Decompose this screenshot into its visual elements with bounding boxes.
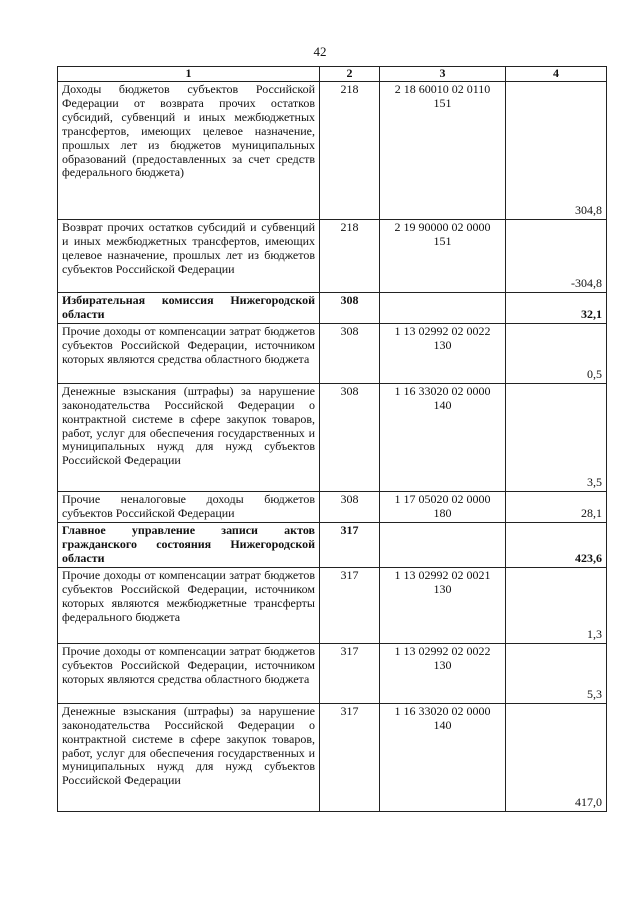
row-budget-code: 1 13 02992 02 0022 130 xyxy=(380,643,506,703)
table-row xyxy=(58,323,607,383)
table-row xyxy=(58,220,607,293)
row-admin-code: 317 xyxy=(320,703,380,811)
column-header-2: 2 xyxy=(320,67,380,82)
row-budget-code: 1 16 33020 02 0000 140 xyxy=(380,383,506,491)
row-name: Прочие доходы от компенсации затрат бюджетов субъектов Российской Федерации, источником которых являются средства областного бюджета xyxy=(58,643,320,703)
row-admin-code: 308 xyxy=(320,323,380,383)
row-admin-code: 317 xyxy=(320,643,380,703)
row-amount: 3,5 xyxy=(506,383,607,491)
row-name: Денежные взыскания (штрафы) за нарушение законодательства Российской Федерации о контрактной системе в сфере закупок товаров, работ, услуг для обеспечения государственных и муниципальных нужд для нужд субъектов Российской Федерации xyxy=(58,703,320,811)
table-row xyxy=(58,567,607,643)
row-amount: 1,3 xyxy=(506,567,607,643)
table-row xyxy=(58,491,607,522)
row-name: Прочие доходы от компенсации затрат бюджетов субъектов Российской Федерации, источником которых являются межбюджетные трансферты федерального бюджета xyxy=(58,567,320,643)
row-name: Денежные взыскания (штрафы) за нарушение законодательства Российской Федерации о контрактной системе в сфере закупок товаров, работ, услуг для обеспечения государственных и муниципальных нужд для нужд субъектов Российской Федерации xyxy=(58,383,320,491)
row-name: Главное управление записи актов гражданского состояния Нижегородской области xyxy=(58,522,320,567)
row-budget-code: 1 13 02992 02 0021 130 xyxy=(380,567,506,643)
row-amount: 423,6 xyxy=(506,522,607,567)
row-amount: 32,1 xyxy=(506,293,607,324)
row-name: Прочие доходы от компенсации затрат бюджетов субъектов Российской Федерации, источником которых являются средства областного бюджета xyxy=(58,323,320,383)
row-name: Избирательная комиссия Нижегородской области xyxy=(58,293,320,324)
row-admin-code: 308 xyxy=(320,383,380,491)
table-row xyxy=(58,293,607,324)
row-admin-code: 308 xyxy=(320,491,380,522)
row-budget-code: 1 17 05020 02 0000 180 xyxy=(380,491,506,522)
row-amount: 304,8 xyxy=(506,82,607,220)
table-row xyxy=(58,643,607,703)
row-amount: 0,5 xyxy=(506,323,607,383)
table-body xyxy=(58,82,607,812)
row-amount: 417,0 xyxy=(506,703,607,811)
row-name: Доходы бюджетов субъектов Российской Федерации от возврата прочих остатков субсидий, субвенций и иных межбюджетных трансфертов, имеющих целевое назначение, прошлых лет из бюджетов муниципальных образований (предоставленных за счет средств федерального бюджета) xyxy=(58,82,320,220)
table-row xyxy=(58,703,607,811)
revenue-table xyxy=(57,66,607,812)
table-header-row xyxy=(58,67,607,82)
row-budget-code: 2 18 60010 02 0110 151 xyxy=(380,82,506,220)
table-row xyxy=(58,82,607,220)
row-name: Возврат прочих остатков субсидий и субвенций и иных межбюджетных трансфертов, имеющих целевое назначение, прошлых лет из бюджетов субъектов Российской Федерации xyxy=(58,220,320,293)
row-amount: 28,1 xyxy=(506,491,607,522)
column-header-3: 3 xyxy=(380,67,506,82)
row-name: Прочие неналоговые доходы бюджетов субъектов Российской Федерации xyxy=(58,491,320,522)
table-row xyxy=(58,522,607,567)
row-admin-code: 308 xyxy=(320,293,380,324)
row-amount: -304,8 xyxy=(506,220,607,293)
row-amount: 5,3 xyxy=(506,643,607,703)
column-header-4: 4 xyxy=(506,67,607,82)
row-budget-code: 1 13 02992 02 0022 130 xyxy=(380,323,506,383)
row-budget-code xyxy=(380,522,506,567)
row-admin-code: 218 xyxy=(320,82,380,220)
row-budget-code: 2 19 90000 02 0000 151 xyxy=(380,220,506,293)
table-row xyxy=(58,383,607,491)
row-budget-code xyxy=(380,293,506,324)
column-header-1: 1 xyxy=(58,67,320,82)
row-admin-code: 317 xyxy=(320,522,380,567)
row-admin-code: 218 xyxy=(320,220,380,293)
page-number: 42 xyxy=(313,44,327,59)
row-budget-code: 1 16 33020 02 0000 140 xyxy=(380,703,506,811)
row-admin-code: 317 xyxy=(320,567,380,643)
